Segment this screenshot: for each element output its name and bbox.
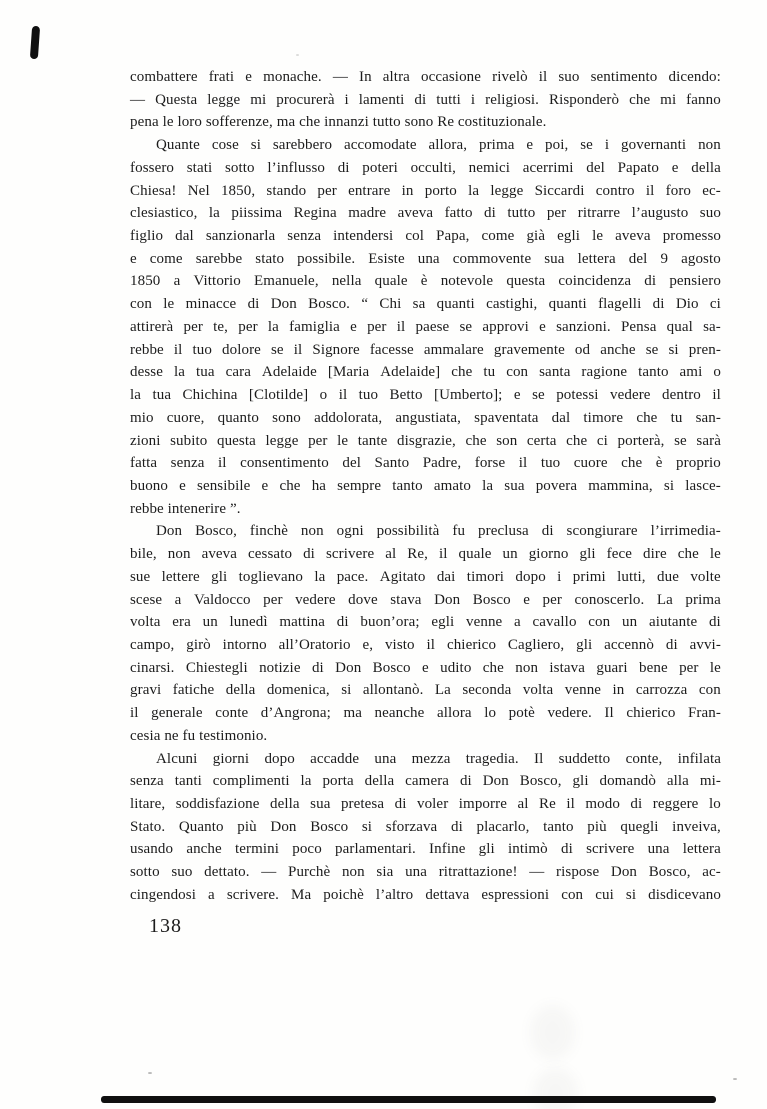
text-line: senza tanti complimenti la porta della camera di Don Bosco, gli domandò alla mi- [130, 773, 721, 790]
text-line: usando anche termini poco parlamentari. Infine gli intimò di scrivere una lettera [130, 841, 721, 858]
text-line: combattere frati e monache. — In altra occasione rivelò il suo sentimento dicendo: [130, 69, 721, 85]
text-line: rebbe il tuo dolore se il Signore facesse ammalare gravemente od anche se si pren- [130, 341, 721, 358]
scan-speck [148, 1072, 152, 1074]
text-line: pena le loro sofferenze, ma che innanzi tutto sono Re costituzionale. [130, 114, 547, 131]
text-line: Stato. Quanto più Don Bosco si sforzava di placarlo, tanto più quegli inveiva, [130, 818, 721, 835]
text-line: litare, soddisfazione della sua pretesa di voler imporre al Re il modo di reggere lo [130, 796, 721, 812]
text-line: zioni subito questa legge per le tante disgrazie, che son certa che ci porterà, se sarà [130, 432, 721, 449]
text-block [130, 66, 721, 907]
text-line: 1850 a Vittorio Emanuele, nella quale è notevole questa coincidenza di pensiero [130, 273, 721, 290]
text-line: Alcuni giorni dopo accadde una mezza tragedia. Il suddetto conte, infilata [156, 750, 721, 767]
page-number: 138 [149, 915, 182, 937]
text-line: volta era un lunedì mattina di buon’ora; egli venne a cavallo con un aiutante di [130, 614, 721, 631]
scan-artifact-dash [30, 26, 40, 59]
text-line: cesia ne fu testimonio. [130, 727, 268, 744]
text-line: — Questa legge mi procurerà i lamenti di tutti i religiosi. Risponderò che mi fanno [130, 91, 721, 108]
text-line: Quante cose si sarebbero accomodate allora, prima e poi, se i governanti non [156, 137, 721, 154]
text-line: scese a Valdocco per vedere dove stava Don Bosco e per conoscerlo. La prima [130, 591, 721, 608]
text-line: sue lettere gli toglievano la pace. Agitato dai timori dopo i primi lutti, due volte [130, 568, 721, 585]
text-line: attirerà per te, per la famiglia e per il paese se approvi e sanzioni. Pensa qual sa- [130, 318, 721, 335]
text-line: la tua Chichina [Clotilde] o il tuo Betto [Umberto]; e se potessi vedere dentro il [130, 387, 721, 404]
text-line: mio cuore, quanto sono addolorata, angustiata, spaventata dal timore che tu san- [130, 409, 721, 426]
text-line: buono e sensibile e che ha sempre tanto amato la sua povera mammina, si lasce- [130, 477, 721, 494]
text-line: Don Bosco, finchè non ogni possibilità fu preclusa di scongiurare l’irrimedia- [156, 523, 721, 540]
scan-speck [733, 1078, 737, 1080]
text-line: cinarsi. Chiestegli notizie di Don Bosco e udito che non istava guari bene per le [130, 659, 721, 676]
text-line: Chiesa! Nel 1850, stando per entrare in porto la legge Siccardi contro il foro ec- [130, 182, 721, 199]
text-line: figlio dal sanzionarla senza intendersi col Papa, come già egli le aveva promesso [130, 228, 721, 245]
text-line: desse la tua cara Adelaide [Maria Adelaide] che tu con santa ragione tanto ami o [130, 364, 721, 381]
text-line: fatta senza il consentimento del Santo Padre, forse il tuo cuore che è proprio [130, 455, 721, 472]
text-line: il generale conte d’Angrona; ma neanche allora lo potè vedere. Il chierico Fran- [130, 705, 721, 722]
text-line: rebbe intenerire ”. [130, 500, 241, 517]
text-line: gravi fatiche della domenica, si allontanò. La seconda volta venne in carrozza con [130, 682, 721, 699]
text-line: sotto suo dettato. — Purchè non sia una ritrattazione! — rispose Don Bosco, ac- [130, 864, 721, 881]
text-line: clesiastico, la piissima Regina madre aveva fatto di tutto per ritrarre l’augusto suo [130, 205, 721, 222]
scan-smudge [530, 1005, 575, 1060]
scan-speck [296, 54, 299, 56]
text-line: campo, girò intorno all’Oratorio e, visto il chierico Cagliero, gli accennò di avvi- [130, 636, 721, 653]
scan-artifact-bar [101, 1096, 716, 1103]
text-line: e come sarebbe stato possibile. Esiste una commovente sua lettera del 9 agosto [130, 250, 721, 267]
text-line: con le minacce di Don Bosco. “ Chi sa quanti castighi, quanti flagelli di Dio ci [130, 296, 721, 313]
text-line: bile, non aveva cessato di scrivere al Re, il quale un giorno gli fece dire che le [130, 546, 721, 563]
text-line: fossero stati sotto l’influsso di poteri occulti, nemici acerrimi del Papato e della [130, 159, 721, 176]
text-line: cingendosi a scrivere. Ma poichè l’altro dettava espressioni con cui si disdicevano [130, 886, 721, 903]
